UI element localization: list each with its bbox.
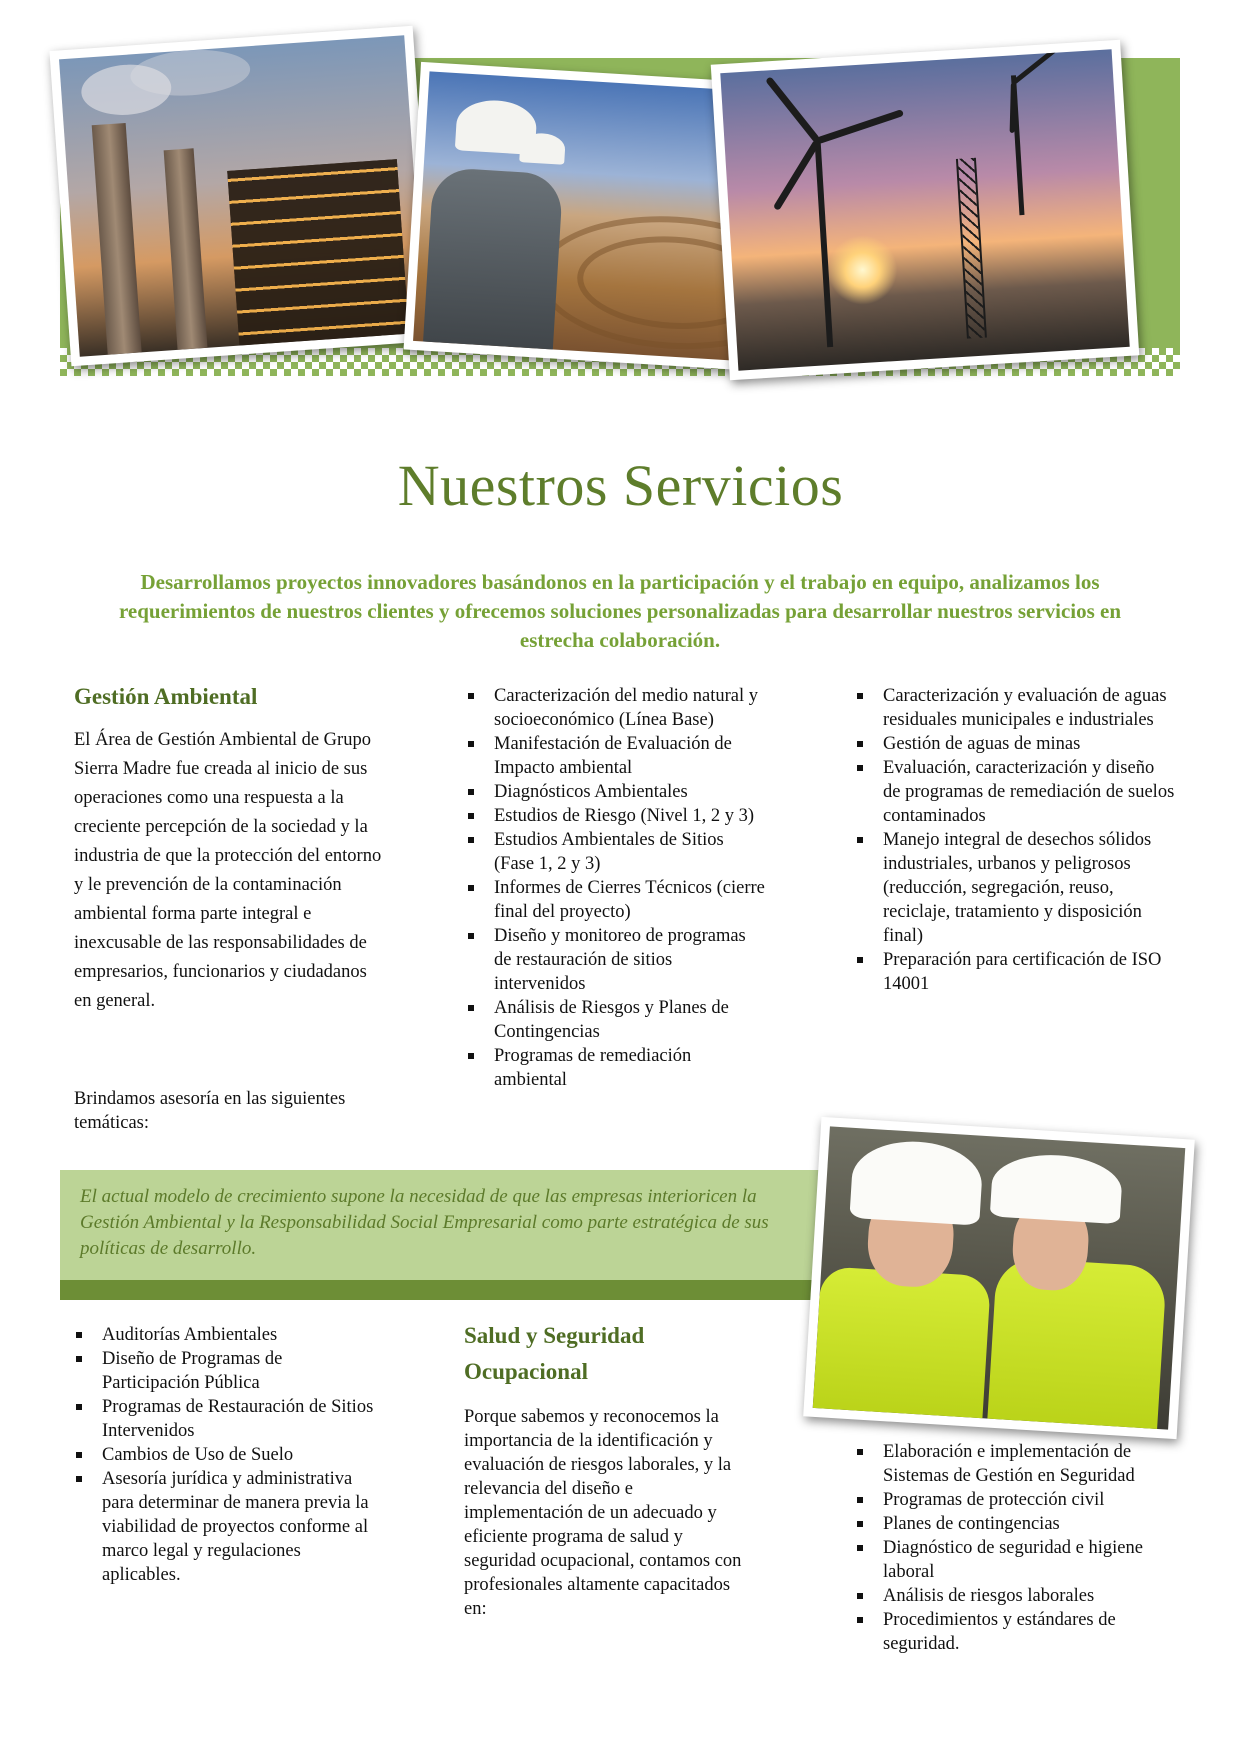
mine-worker-photo (404, 62, 761, 370)
list-item: Planes de contingencias (855, 1512, 1175, 1536)
list-item: Auditorías Ambientales (74, 1323, 374, 1347)
photo-banner (60, 58, 1180, 376)
list-item: Diseño y monitoreo de programas de restauración de sitios intervenidos (466, 924, 766, 996)
list-item: Preparación para certificación de ISO 14001 (855, 948, 1175, 996)
salud-seguridad-heading: Salud y Seguridad Ocupacional (464, 1323, 645, 1384)
list-item: Diagnósticos Ambientales (466, 780, 766, 804)
list-item: Cambios de Uso de Suelo (74, 1443, 374, 1467)
list-item: Análisis de Riesgos y Planes de Contingencias (466, 996, 766, 1044)
wind-turbine-photo (711, 40, 1140, 380)
list-item: Diseño de Programas de Participación Pública (74, 1347, 374, 1395)
quote-text: El actual modelo de crecimiento supone la necesidad de que las empresas interioricen la Gestión Ambiental y la Responsabilidad Social Empresarial como parte estratégica de sus políticas de desarrollo. (80, 1186, 769, 1259)
list-item: Caracterización del medio natural y socioeconómico (Línea Base) (466, 684, 766, 732)
list-item: Manejo integral de desechos sólidos industriales, urbanos y peligrosos (reducción, segregación, reuso, reciclaje, tratamiento y disposición final) (855, 828, 1175, 948)
list-item: Programas de protección civil (855, 1488, 1175, 1512)
page-title: Nuestros Servicios (397, 453, 844, 518)
services-list-1 (466, 684, 766, 1092)
services-list-3 (74, 1323, 374, 1587)
list-item: Evaluación, caracterización y diseño de programas de remediación de suelos contaminados (855, 756, 1175, 828)
list-item: Estudios de Riesgo (Nivel 1, 2 y 3) (466, 804, 766, 828)
list-item: Estudios Ambientales de Sitios (Fase 1, 2 y 3) (466, 828, 766, 876)
safety-workers-photo (803, 1117, 1195, 1439)
list-item: Manifestación de Evaluación de Impacto ambiental (466, 732, 766, 780)
list-item: Informes de Cierres Técnicos (cierre final del proyecto) (466, 876, 766, 924)
list-item: Programas de remediación ambiental (466, 1044, 766, 1092)
services-list-2 (855, 684, 1175, 996)
gestion-ambiental-intro-list: Brindamos asesoría en las siguientes temáticas: (74, 1089, 346, 1133)
intro-text: Desarrollamos proyectos innovadores basándonos en la participación y el trabajo en equipo, analizamos los requerimientos de nuestros clientes y ofrecemos soluciones personalizadas para desarrollar nuestros servicios en estrecha colaboración. (118, 570, 1122, 652)
gestion-ambiental-paragraph: El Área de Gestión Ambiental de Grupo Sierra Madre fue creada al inicio de sus operaciones como una respuesta a la creciente percepción de la sociedad y la industria de que la protección del entorno y le prevención de la contaminación ambiental forma parte integral e inexcusable de las responsabilidades de empresarios, funcionarios y ciudadanos en general. (74, 730, 382, 1011)
list-item: Gestión de aguas de minas (855, 732, 1175, 756)
salud-seguridad-paragraph: Porque sabemos y reconocemos la importancia de la identificación y evaluación de riesgos laborales, y la relevancia del diseño e implementación de un adecuado y eficiente programa de salud y seguridad ocupacional, contamos con profesionales altamente capacitados en: (464, 1407, 742, 1619)
list-item: Caracterización y evaluación de aguas residuales municipales e industriales (855, 684, 1175, 732)
list-item: Procedimientos y estándares de seguridad. (855, 1608, 1175, 1656)
list-item: Programas de Restauración de Sitios Intervenidos (74, 1395, 374, 1443)
list-item: Diagnóstico de seguridad e higiene laboral (855, 1536, 1175, 1584)
list-item: Asesoría jurídica y administrativa para determinar de manera previa la viabilidad de proyectos conforme al marco legal y regulaciones aplicables. (74, 1467, 374, 1587)
services-list-4 (855, 1440, 1175, 1656)
gestion-ambiental-heading: Gestión Ambiental (74, 684, 258, 709)
list-item: Elaboración e implementación de Sistemas de Gestión en Seguridad (855, 1440, 1175, 1488)
list-item: Análisis de riesgos laborales (855, 1584, 1175, 1608)
refinery-photo (49, 26, 434, 367)
